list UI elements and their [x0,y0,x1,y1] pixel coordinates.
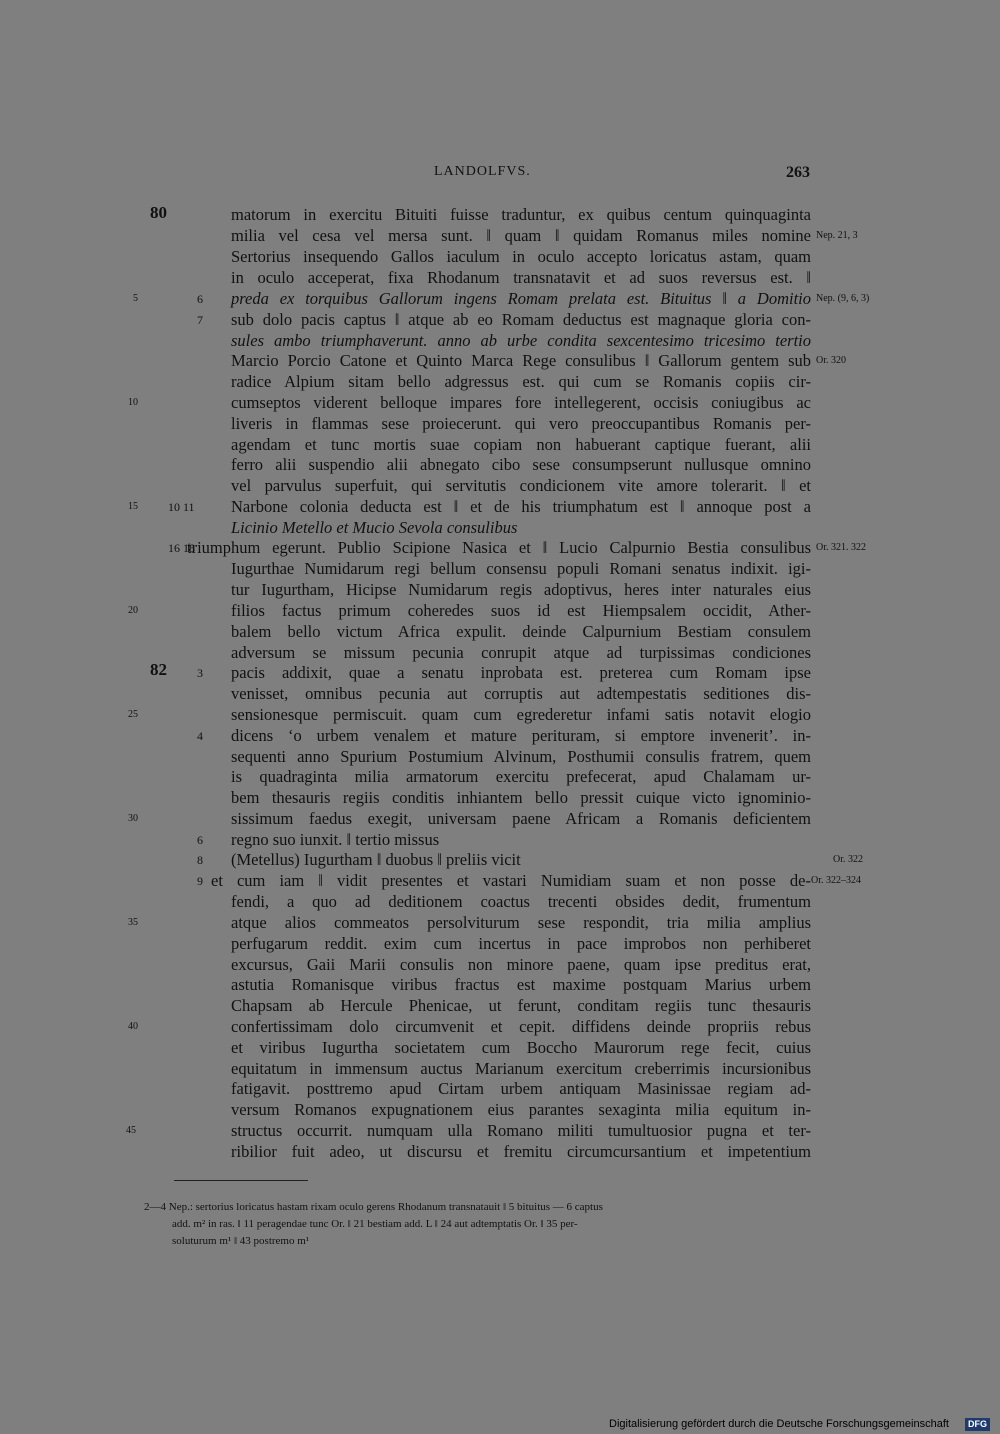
text-line: Iugurthae Numidarum regi bellum consensu populi Romani senatus indixit. igi- [231,559,811,578]
text-line: agendam et tunc mortis suae copiam non habuerant captique fuerant, alii [231,435,811,454]
text-line: fendi, a quo ad deditionem coactus trecenti obsides dedit, frumentum [231,892,811,911]
text-line: adversum se missum pecunia conrupit atque ad turpissimas condiciones [231,643,811,662]
text-line: astutia Romanisque viribus fractus est maxime postquam Marius urbem [231,975,811,994]
line-number: 25 [128,709,138,720]
funding-credit: Digitalisierung gefördert durch die Deutsche Forschungsgemeinschaft [609,1418,949,1430]
margin-reference: Or. 322–324 [811,875,861,886]
text-line: is quadraginta milia armatorum exercitu prefecerat, apud Chalamam ur- [231,767,811,786]
text-line: ferro alii suspendio alii abnegato cibo sese consumpserunt nullusque omnino [231,455,811,474]
text-line: excursus, Gaii Marii consulis non minore paene, quam ipse preditus erat, [231,955,811,974]
line-number: 5 [133,293,138,304]
footnote-line: soluturum m¹ ‖ 43 postremo m¹ [172,1235,310,1247]
text-line: vel parvulus superfuit, qui servitutis condicionem vite amore tolerarit. ‖ et [231,476,811,495]
text-line: perfugarum reddit. exim cum incertus in pace improbos non perhiberet [231,934,811,953]
text-line: Sertorius insequendo Gallos iaculum in oculo accepto loricatus astam, quam [231,247,811,266]
text-line: (Metellus) Iugurtham ‖ duobus ‖ preliis vicit [231,850,521,869]
text-line: sequenti anno Spurium Postumium Alvinum, Posthumii consulis fratrem, quem [231,747,811,766]
text-line: filios factus primum coheredes suos id est Hiempsalem occidit, Ather- [231,601,811,620]
text-line: triumphum egerunt. Publio Scipione Nasica et ‖ Lucio Calpurnio Bestia consulibus [187,538,811,557]
chapter-number: 82 [150,660,167,679]
text-line: dicens ‘o urbem venalem et mature perituram, si emptore invenerit’. in- [231,726,811,745]
line-number: 20 [128,605,138,616]
text-line: sub dolo pacis captus ‖ atque ab eo Romam deductus est magnaque gloria con- [231,310,811,329]
text-line: ribilior fuit adeo, ut discursu et fremitu circumcursantium et impetentium [231,1142,811,1161]
source-line-number: 10 11 [168,500,195,514]
chapter-number: 80 [150,203,167,222]
source-line-number: 4 [197,729,203,743]
text-line: confertissimam dolo circumvenit et cepit. diffidens deinde propriis rebus [231,1017,811,1036]
text-line: fatigavit. posttremo apud Cirtam urbem antiquam Masinissae regiam ad- [231,1079,811,1098]
text-line: Narbone colonia deducta est ‖ et de his triumphatum est ‖ annoque post a [231,497,811,516]
footnote-rule [174,1180,308,1181]
text-line: venisset, omnibus pecunia aut corruptis aut adtempestatis seditiones dis- [231,684,811,703]
text-line: equitatum in immensum auctus Marianum exercitum creberrimis incursionibus [231,1059,811,1078]
text-line: Chapsam ab Hercule Phenicae, ut ferunt, conditam regiis tunc thesauris [231,996,811,1015]
source-line-number: 6 [197,833,203,847]
source-line-number: 3 [197,666,203,680]
line-number: 30 [128,813,138,824]
margin-reference: Or. 321. 322 [816,542,866,553]
text-line: matorum in exercitu Bituiti fuisse traduntur, ex quibus centum quinquaginta [231,205,811,224]
line-number: 45 [126,1125,136,1136]
margin-reference: Nep. (9, 6, 3) [816,293,870,304]
footnote-line: add. m² in ras. ‖ 11 peragendae tunc Or. ‖ 21 bestiam add. L ‖ 24 aut adtemptatis Or. ‖ 35 per- [172,1218,578,1230]
line-number: 10 [128,397,138,408]
text-line: in oculo acceperat, fixa Rhodanum transnatavit et ad suos reversus est. ‖ [231,268,811,287]
text-line: tur Iugurtham, Hicipse Numidarum regis adoptivus, heres inter naturales eius [231,580,811,599]
text-line: Licinio Metello et Mucio Sevola consulibus [231,518,518,537]
source-line-number: 16 18 [168,541,195,555]
margin-reference: Or. 320 [816,355,846,366]
text-line: sissimum faedus exegit, universam paene Africam a Romanis deficientem [231,809,811,828]
text-line: sules ambo triumphaverunt. anno ab urbe condita sexcentesimo tricesimo tertio [231,331,811,350]
margin-reference: Nep. 21, 3 [816,230,858,241]
text-line: bem thesauris regiis conditis inhiantem bello pressit cuique victo ignominio- [231,788,811,807]
text-line: structus occurrit. numquam ulla Romano militi tumultuosior pugna et ter- [231,1121,811,1140]
text-line: radice Alpium sitam bello adgressus est. qui cum se Romanis copiis cir- [231,372,811,391]
text-line: versum Romanos expugnationem eius parantes sexaginta milia equitum in- [231,1100,811,1119]
text-line: et cum iam ‖ vidit presentes et vastari Numidiam suam et non posse de- [211,871,811,890]
text-line: Marcio Porcio Catone et Quinto Marca Rege consulibus ‖ Gallorum gentem sub [231,351,811,370]
text-line: liveris in flammas sese proiecerunt. qui vero preoccupantibus Romanis per- [231,414,811,433]
source-line-number: 8 [197,853,203,867]
text-line: preda ex torquibus Gallorum ingens Romam prelata est. Bituitus ‖ a Domitio [231,289,811,308]
line-number: 40 [128,1021,138,1032]
line-number: 15 [128,501,138,512]
text-line: pacis addixit, quae a senatu inprobata est. preterea cum Romam ipse [231,663,811,682]
text-line: balem bello victum Africa expulit. deinde Calpurnium Bestiam consulem [231,622,811,641]
source-line-number: 9 [197,874,203,888]
source-line-number: 6 [197,292,203,306]
text-line: cumseptos viderent belloque impares fore intellegerent, occisis coniugibus ac [231,393,811,412]
text-line: sensionesque permiscuit. quam cum egrederetur infami satis notavit elogio [231,705,811,724]
source-line-number: 7 [197,313,203,327]
text-line: regno suo iunxit. ‖ tertio missus [231,830,440,849]
running-title: LANDOLFVS. [434,164,531,179]
text-line: milia vel cesa vel mersa sunt. ‖ quam ‖ quidam Romanus miles nomine [231,226,811,245]
footnote-line: 2—4 Nep.: sertorius loricatus hastam rixam oculo gerens Rhodanum transnatauit ‖ 5 bituitus — 6 captus [144,1201,603,1213]
line-number: 35 [128,917,138,928]
text-line: et viribus Iugurtha societatem cum Boccho Maurorum rege fecit, cuius [231,1038,811,1057]
margin-reference: Or. 322 [833,854,863,865]
text-line: atque alios commeatos persolviturum sese respondit, tria milia amplius [231,913,811,932]
dfg-logo: DFG [965,1418,990,1431]
page-number: 263 [786,164,810,181]
